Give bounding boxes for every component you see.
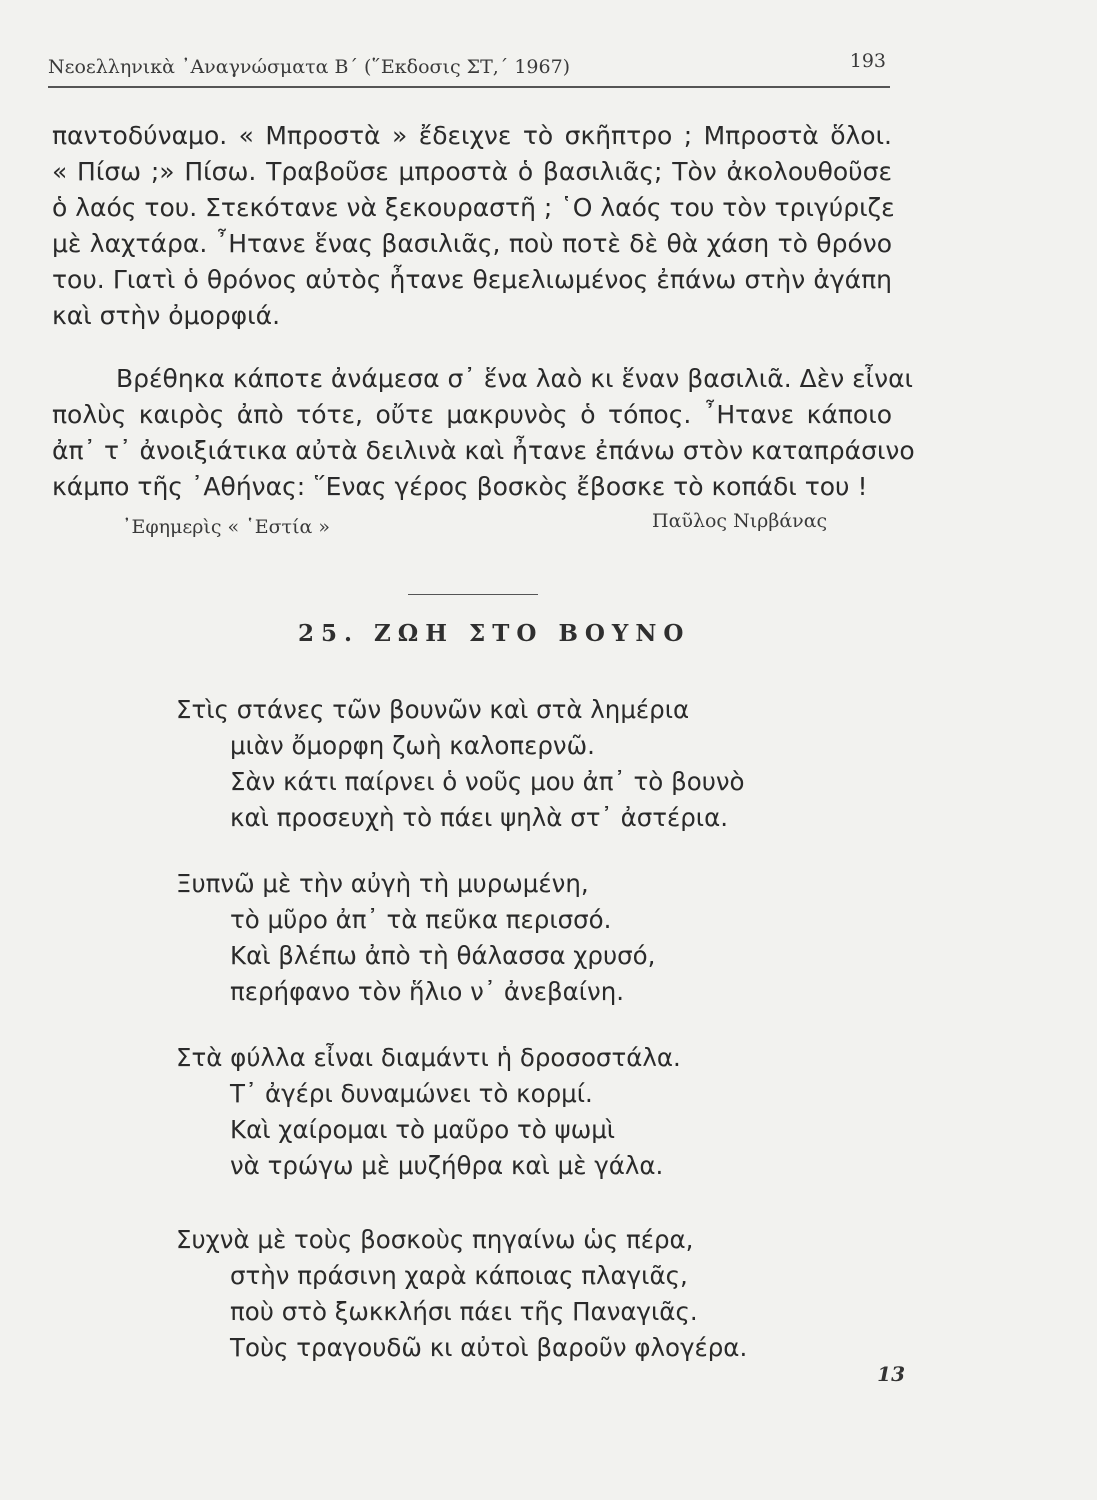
text-line: μὲ λαχτάρα. ῏Ητανε ἕνας βασιλιᾶς, ποὺ ποτὲ δὲ θὰ χάση τὸ θρόνο: [52, 229, 892, 258]
prose-paragraph-2: [52, 361, 915, 505]
text-line: παντοδύναμο. « Μπροστὰ » ἔδειχνε τὸ σκῆπτρο ; Μπροστὰ ὅλοι.: [52, 121, 892, 150]
source-attribution: ᾿Εφημερὶς « ῾Εστία »: [122, 516, 331, 538]
poem-stanza-4: [176, 1222, 776, 1366]
section-divider: [408, 594, 538, 595]
text-line: κάμπο τῆς ᾿Αθήνας: ῞Ενας γέρος βοσκὸς ἔβοσκε τὸ κοπάδι του !: [52, 472, 868, 501]
verse-line: Τοὺς τραγουδῶ κι αὐτοὶ βαροῦν φλογέρα.: [230, 1333, 748, 1362]
verse-line: μιὰν ὄμορφη ζωὴ καλοπερνῶ.: [230, 731, 595, 760]
verse-line: καὶ προσευχὴ τὸ πάει ψηλὰ στ᾿ ἀστέρια.: [230, 803, 729, 832]
verse-line: Καὶ βλέπω ἀπὸ τὴ θάλασσα χρυσό,: [230, 941, 656, 970]
verse-line: περήφανο τὸν ἥλιο ν᾿ ἀνεβαίνη.: [230, 977, 625, 1006]
poem-stanza-3: [176, 1040, 776, 1184]
verse-line: Συχνὰ μὲ τοὺς βοσκοὺς πηγαίνω ὡς πέρα,: [176, 1225, 694, 1254]
text-line: καὶ στὴν ὀμορφιά.: [52, 301, 281, 330]
verse-line: στὴν πράσινη χαρὰ κάποιας πλαγιᾶς,: [230, 1261, 688, 1290]
verse-line: Στὰ φύλλα εἶναι διαμάντι ἡ δροσοστάλα.: [176, 1043, 681, 1072]
poem-stanza-1: [176, 692, 776, 836]
running-title: Νεοελληνικὰ ᾿Αναγνώσματα Β΄ (῞Εκδοσις ΣΤ,΄ 1967): [48, 56, 571, 78]
page-number: 193: [849, 50, 886, 72]
prose-paragraph-1: [52, 118, 895, 334]
verse-line: Τ᾿ ἀγέρι δυναμώνει τὸ κορμί.: [230, 1079, 593, 1108]
text-line: του. Γιατὶ ὁ θρόνος αὐτὸς ἦτανε θεμελιωμένος ἐπάνω στὴν ἀγάπη: [52, 265, 892, 294]
verse-line: Σὰν κάτι παίρνει ὁ νοῦς μου ἀπ᾿ τὸ βουνὸ: [230, 767, 745, 796]
running-header: [48, 46, 890, 88]
poem-stanza-2: [176, 866, 776, 1010]
author-signature: Παῦλος Νιρβάνας: [652, 510, 828, 532]
verse-line: νὰ τρώγω μὲ μυζήθρα καὶ μὲ γάλα.: [230, 1151, 664, 1180]
verse-line: Στὶς στάνες τῶν βουνῶν καὶ στὰ λημέρια: [176, 695, 690, 724]
poem-title: 25. ΖΩΗ ΣΤΟ ΒΟΥΝΟ: [298, 620, 691, 647]
text-line: ὁ λαός του. Στεκότανε νὰ ξεκουραστῆ ; ῾Ο λαός του τὸν τριγύριζε: [52, 193, 895, 222]
verse-line: ποὺ στὸ ξωκκλήσι πάει τῆς Παναγιᾶς.: [230, 1297, 698, 1326]
verse-line: τὸ μῦρο ἀπ᾿ τὰ πεῦκα περισσό.: [230, 905, 612, 934]
text-line: « Πίσω ;» Πίσω. Τραβοῦσε μπροστὰ ὁ βασιλιᾶς; Τὸν ἀκολουθοῦσε: [52, 157, 892, 186]
text-line: ἀπ᾿ τ᾿ ἀνοιξιάτικα αὐτὰ δειλινὰ καὶ ἦτανε ἐπάνω στὸν καταπράσινο: [52, 436, 915, 465]
verse-line: Ξυπνῶ μὲ τὴν αὐγὴ τὴ μυρωμένη,: [176, 869, 589, 898]
verse-line: Καὶ χαίρομαι τὸ μαῦρο τὸ ψωμὶ: [230, 1115, 616, 1144]
text-line: πολὺς καιρὸς ἀπὸ τότε, οὔτε μακρυνὸς ὁ τόπος. ῏Ητανε κάποιο: [52, 400, 892, 429]
signature-number: 13: [877, 1362, 905, 1386]
text-line: Βρέθηκα κάποτε ἀνάμεσα σ᾿ ἕνα λαὸ κι ἕναν βασιλιᾶ. Δὲν εἶναι: [116, 364, 914, 393]
